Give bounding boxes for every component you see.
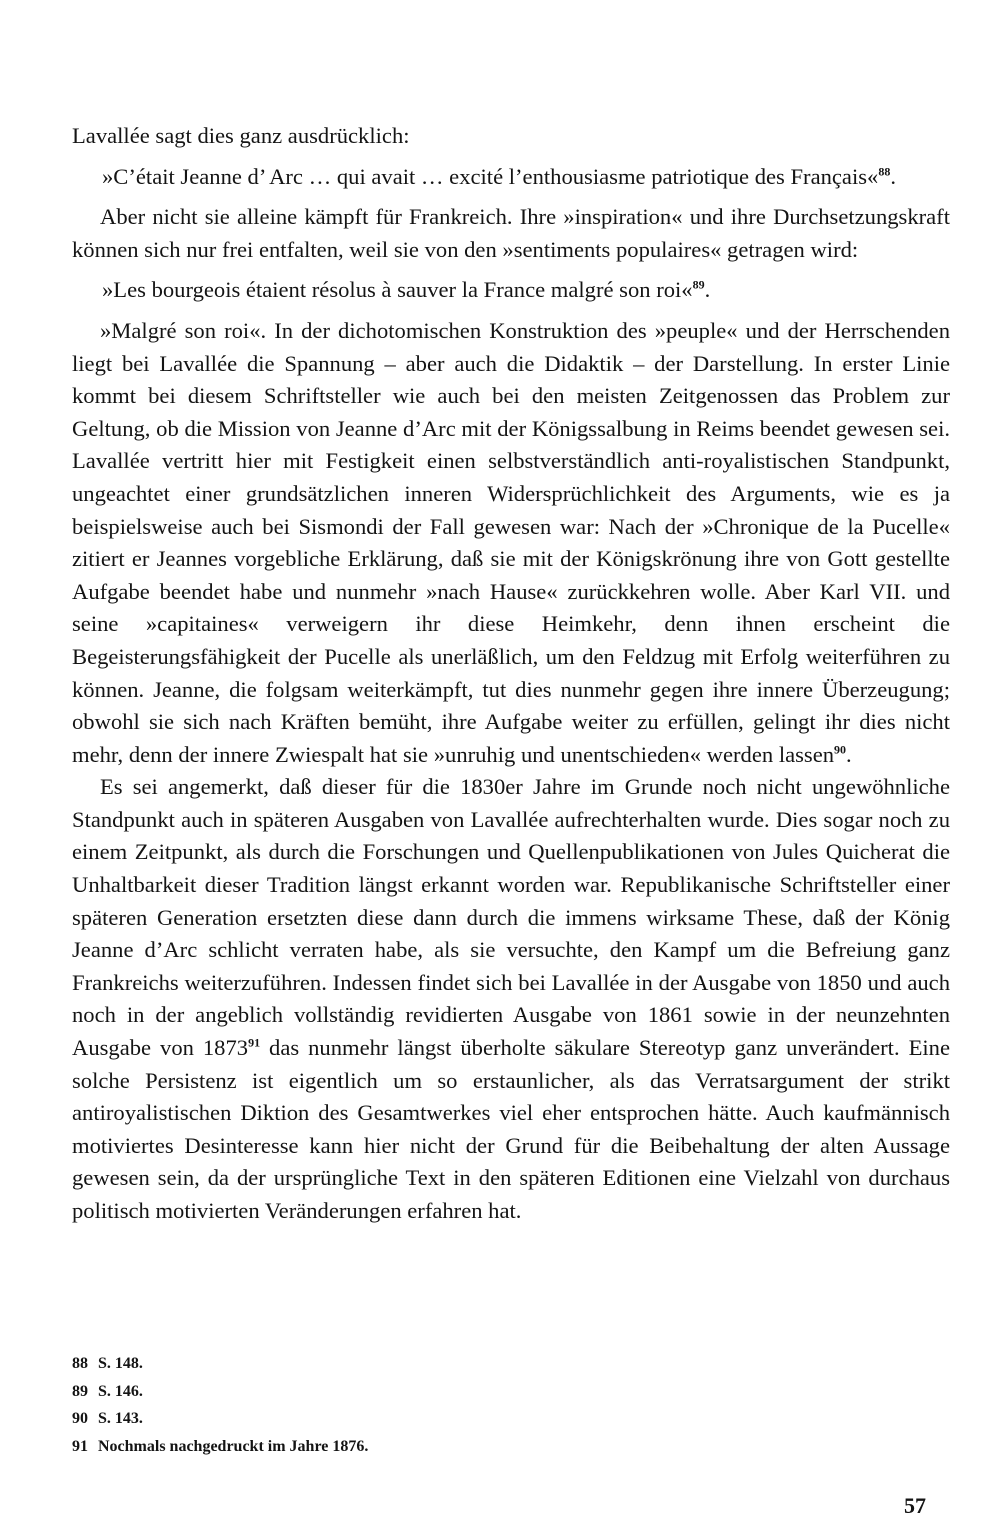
footnote: 91 Nochmals nachgedruckt im Jahre 1876. [72, 1437, 369, 1455]
footnote-ref-90: 90 [834, 742, 847, 757]
footnote: 89 S. 146. [72, 1382, 143, 1400]
paragraph-persistence: Es sei angemerkt, daß dieser für die 1830er Jahre im Grunde noch nicht ungewöhnliche Standpunkt auch in späteren Ausgaben von Lavallée aufrechterhalten wurde. Dies sogar noch zu einem Zeitpunkt, als durch die Forschungen und Quellenpublikationen von Jules Quicherat die Unhaltbarkeit dieser Tradition längst erkannt worden war. Republikanische Schriftsteller einer späteren Generation ersetzten diese dann durch die immens wirksame These, daß der König Jeanne d’Arc schlicht verraten habe, als sie versuchte, den Kampf um die Befreiung ganz Frankreichs weiterzuführen. Indessen findet sich bei Lavallée in der Ausgabe von 1850 und auch noch in der angeblich vollständig revidierten Ausgabe von 1861 sowie in der neunzehnten Ausgabe von 1873$^{91}$ das nunmehr längst überholte säkulare Stereotyp ganz unverändert. Eine solche Persistenz ist eigentlich um so erstaunlicher, als das Verratsargument der strikt antiroyalistischen Diktion des Gesamtwerkes viel eher entsprochen hätte. Auch kaufmännisch motiviertes Desinteresse kann hier nicht der Grund für die Beibehaltung der alten Aussage gewesen sein, da der ursprüngliche Text in den späteren Editionen eine Vielzahl von durchaus politisch motivierten Veränderungen erfahren hat. [72, 774, 950, 1223]
body-text [72, 120, 950, 1228]
intro-paragraph: Lavallée sagt dies ganz ausdrücklich: [72, 123, 410, 148]
footnote-ref-89: 89 [692, 277, 705, 292]
footnote: 90 S. 143. [72, 1410, 143, 1427]
page-number: 57 [904, 1493, 926, 1518]
quote-jeanne: »C’était Jeanne d’ Arc … qui avait … excité l’enthousiasme patriotique des Français«$^{88}$. [102, 163, 896, 189]
paragraph-malgre: »Malgré son roi«. In der dichotomischen Konstruktion des »peuple« und der Herrschenden liegt bei Lavallée die Spannung – aber auch die Didaktik – der Darstellung. In erster Linie kommt bei diesem Schriftsteller wie auch bei den meisten Zeitgenossen das Problem zur Geltung, ob die Mission von Jeanne d’Arc mit der Königssalbung in Reims beendet gewesen sei. Lavallée vertritt hier mit Festigkeit einen selbstverständlich anti-royalistischen Standpunkt, ungeachtet einer grundsätzlichen inneren Widersprüchlichkeit des Arguments, wie es ja beispielsweise auch bei Sismondi der Fall gewesen war: Nach der »Chronique de la Pucelle« zitiert er Jeannes vorgebliche Erklärung, daß sie mit der Königskrönung ihre von Gott gestellte Aufgabe beendet habe und nunmehr »nach Hause« zurückkehren wolle. Aber Karl VII. und seine »capitaines« verweigern ihr diese Heimkehr, denn ihnen erscheint die Begeisterungsfähigkeit der Pucelle als unerläßlich, um den Feldzug mit Erfolg weiterführen zu können. Jeanne, die folgsam weiterkämpft, tut dies nunmehr gegen ihre innere Überzeugung; obwohl sie sich nach Kräften bemüht, ihre Aufgabe weiter zu erfüllen, gelingt ihr dies nicht mehr, denn der innere Zwiespalt hat sie »unruhig und unentschieden« werden lassen$^{90}$. [72, 317, 950, 767]
footnotes [72, 1350, 672, 1460]
paragraph-sentiments: Aber nicht sie alleine kämpft für Frankreich. Ihre »inspiration« und ihre Durchsetzungskraft können sich nur frei entfalten, weil sie von den »sentiments populaires« getragen wird: [72, 204, 950, 262]
footnote-ref-91: 91 [248, 1035, 261, 1050]
footnote-ref-88: 88 [878, 164, 891, 179]
quote-bourgeois: »Les bourgeois étaient résolus à sauver la France malgré son roi«$^{89}$. [102, 277, 711, 303]
footnote: 88 S. 148. [72, 1355, 143, 1372]
